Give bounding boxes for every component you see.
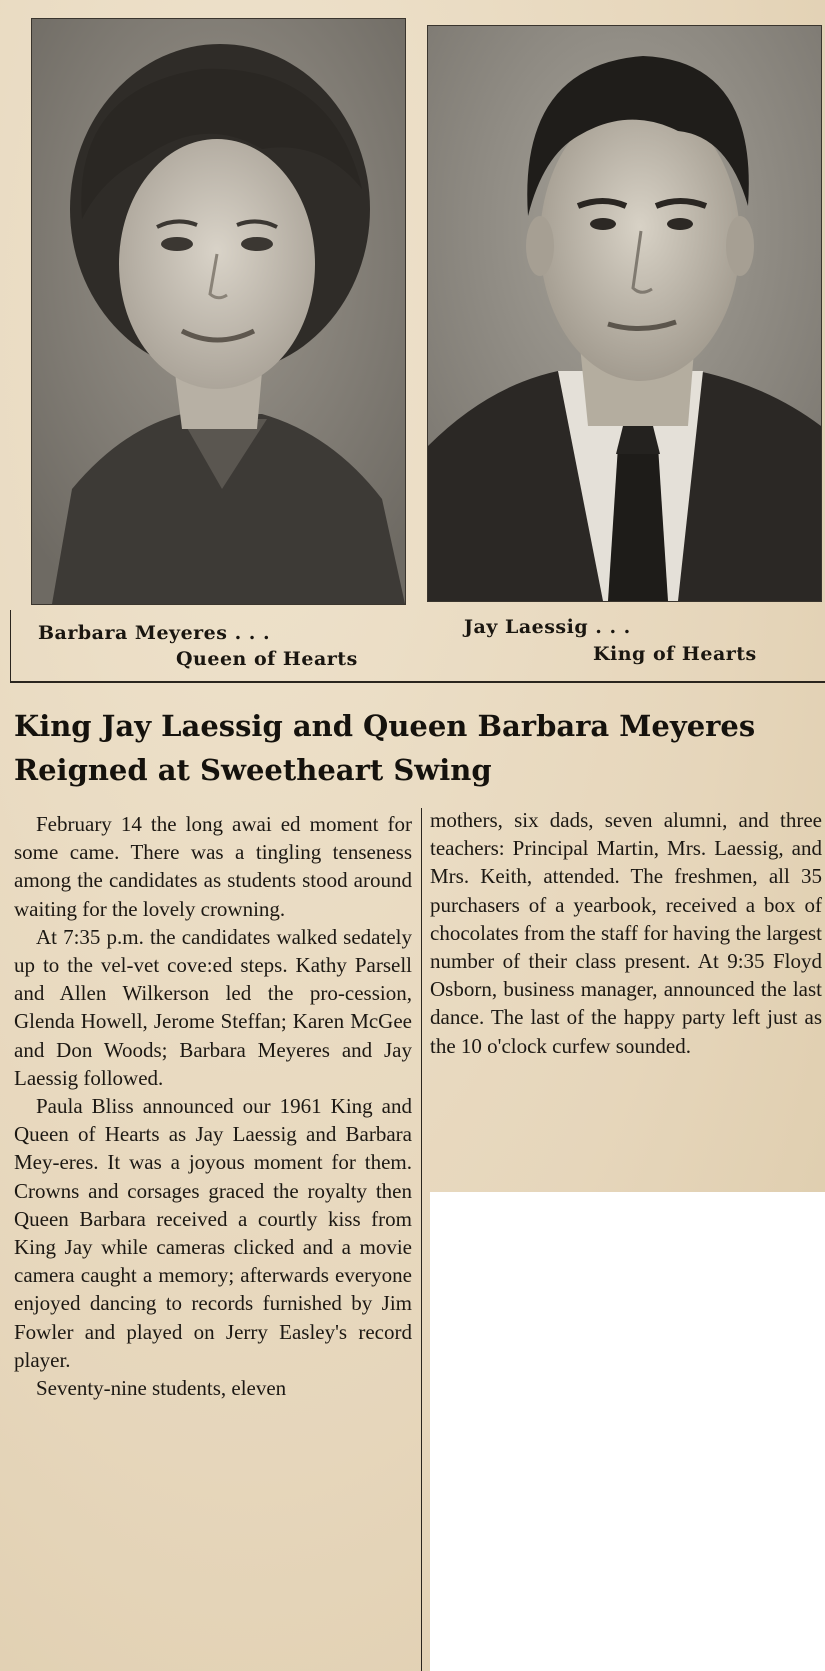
article-left-column <box>14 810 412 1402</box>
caption-barbara-line1: Barbara Meyeres . . . <box>38 622 271 644</box>
caption-jay-line1: Jay Laessig . . . <box>464 616 631 638</box>
paragraph-1: February 14 the long awai ed moment for some came. There was a tingling tenseness among the candidates as students stood around waiting for the lovely crowning. <box>14 812 412 921</box>
column-divider <box>421 808 422 1671</box>
paragraph-3: Paula Bliss announced our 1961 King and Queen of Hearts as Jay Laessig and Barbara Mey-eres. It was a joyous moment for them. Crowns and corsages graced the royalty then Queen Barbara received a courtly kiss from King Jay while cameras clicked and a movie camera caught a memory; afterwards everyone enjoyed dancing to records furnished by Jim Fowler and played on Jerry Easley's record player. <box>14 1094 412 1372</box>
blank-area <box>430 1192 825 1671</box>
paragraph-5: mothers, six dads, seven alumni, and three teachers: Principal Martin, Mrs. Laessig, and Mrs. Keith, attended. The freshmen, all 35 purchasers of a yearbook, received a box of chocolates from the staff for having the largest number of their class present. At 9:35 Floyd Osborn, business manager, announced the last dance. The last of the happy party left just as the 10 o'clock curfew sounded. <box>430 808 822 1058</box>
headline-line2: Reigned at Sweetheart Swing <box>14 753 492 787</box>
headline-line1: King Jay Laessig and Queen Barbara Meyeres <box>14 709 756 743</box>
paragraph-4: Seventy-nine students, eleven <box>36 1376 287 1401</box>
article-right-column <box>430 806 822 1060</box>
photo-barbara-meyeres <box>31 18 406 605</box>
caption-barbara-line2: Queen of Hearts <box>176 648 358 670</box>
caption-jay-line2: King of Hearts <box>593 643 757 665</box>
paragraph-2: At 7:35 p.m. the candidates walked sedately up to the vel-vet cove:ed steps. Kathy Parsell and Allen Wilkerson led the pro-cession, Glenda Howell, Jerome Steffan; Karen McGee and Don Woods; Barbara Meyeres and Jay Laessig followed. <box>14 924 412 1090</box>
article-headline <box>14 704 814 792</box>
caption-divider <box>10 681 825 683</box>
photo-jay-laessig <box>427 25 822 602</box>
left-border-line <box>10 610 11 682</box>
